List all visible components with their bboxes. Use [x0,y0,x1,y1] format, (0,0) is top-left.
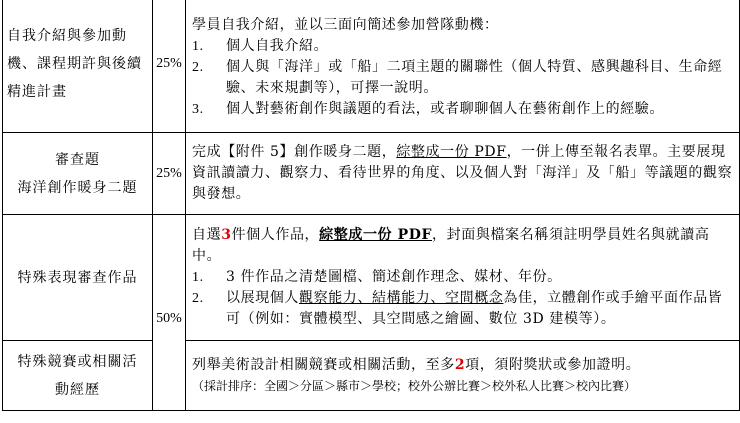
description-cell [186,341,740,411]
category-line: 動經歷 [55,381,100,398]
percent-cell [153,215,186,411]
description-text [192,144,732,202]
item-number: 1. [192,39,204,54]
item-text: 3 件作品之清楚圖檔、簡述創作理念、媒材、年份。 [226,269,562,285]
pdf-requirement: 綜整成一份 PDF [319,227,433,243]
item-text-part: 以展現個人 [226,290,299,306]
pdf-requirement: 綜整成一份 PDF [396,144,507,160]
category-cell [3,215,153,341]
item-number: 1. [192,270,204,285]
description-part: ，封面與檔案名稱須註明學員姓名與就讀高中。 [192,227,710,264]
category-line: 機、課程期許與後續 [7,55,142,72]
percent-cell [153,133,186,215]
category-line: 自我介紹與參加動 [7,27,127,44]
description-text [192,355,733,376]
item-number: 3. [192,102,204,117]
description-part: 項，須附獎狀或參加證明。 [465,356,641,373]
category-line: 精進計畫 [7,83,67,100]
description-part: 完成【附件 5】創作暖身二題， [192,144,397,160]
description-part: ，一併上傳至報名表單。主要展現資訊讀讀力、觀察力、看待世界的角度、以及個人對「海洋」及「船」等議題的觀察與發想。 [192,144,733,202]
category-line: 海洋創作暖身二題 [17,179,138,196]
list-item [192,36,733,57]
description-part: 自選 [192,227,222,243]
category-line: 審查題 [55,151,100,168]
item-text: 個人與「海洋」或「船」二項主題的關聯性（個人特質、感興趣科目、生命經驗、未來規劃等），可擇一說明。 [226,59,723,96]
percent-value: 25% [156,55,182,71]
highlight-number: 3 [221,227,232,243]
item-number: 2. [192,291,204,306]
table-row [3,0,740,133]
description-part: 件個人作品， [231,227,320,243]
highlight-number: 2 [454,356,466,373]
percent-cell [153,0,186,133]
item-text: 個人自我介紹。 [226,38,329,54]
description-cell [186,215,740,341]
list-item [192,99,733,120]
table-row [3,133,740,215]
table-row [3,215,740,341]
category-cell [3,341,153,411]
description-part: 列舉美術設計相關競賽或相關活動，至多 [192,356,455,373]
table-row [3,341,740,411]
item-text [226,288,733,330]
percent-value: 25% [156,165,182,181]
description-intro: 學員自我介紹，並以三面向簡述參加營隊動機： [192,17,499,33]
list-item [192,267,733,288]
item-text-part: 為佳，立體創作或手繪平面作品皆可（例如：實體模型、具空間感之繪圖、數位 3D 建模等）。 [226,290,723,327]
item-text-emphasis: 觀察能力、結構能力、空間概念 [299,290,504,306]
category-cell [3,0,153,133]
score-table [2,0,740,411]
description-intro [192,225,733,267]
category-line: 特殊表現審查作品 [17,269,138,286]
item-text: 個人對藝術創作與議題的看法，或者聊聊個人在藝術創作上的經驗。 [226,101,664,117]
description-cell [186,0,740,133]
item-number: 2. [192,60,204,75]
list-item [192,57,733,99]
category-line: 特殊競賽或相關活 [17,353,138,370]
list-item [192,288,733,330]
percent-value: 50% [156,311,182,326]
description-cell [186,133,740,215]
category-cell [3,133,153,215]
ranking-note: （採計排序：全國＞分區＞縣市＞學校；校外公辦比賽＞校外私人比賽＞校內比賽） [192,378,637,393]
